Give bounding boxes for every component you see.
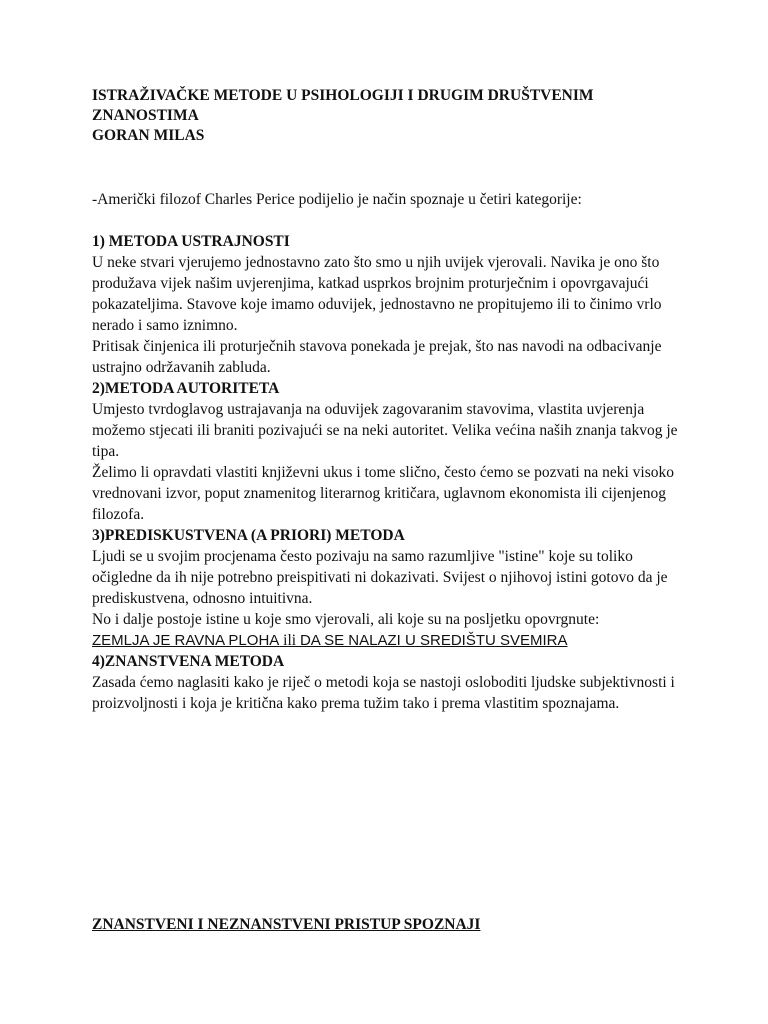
footer-heading: ZNANSTVENI I NEZNANSTVENI PRISTUP SPOZNAJI (92, 916, 481, 933)
underlined-part-2: ili (279, 632, 300, 649)
underlined-part-1: ZEMLJA JE RAVNA PLOHA (92, 632, 280, 649)
document-title-line-2: ZNANOSTIMA (92, 107, 199, 124)
section-heading-3: 3)PREDISKUSTVENA (A PRIORI) METODA (92, 527, 405, 544)
section-heading-4: 4)ZNANSTVENA METODA (92, 653, 285, 670)
section-3-paragraph-1: Ljudi se u svojim procjenama često pozivaju na samo razumljive "istine" koje su toliko očigledne da ih nije potrebno preispitivati ni dokazivati. Svijest o njihovoj istini gotovo da je prediskustvena, odnosno intuitivna. (92, 548, 668, 607)
document-author: GORAN MILAS (92, 127, 205, 144)
section-3-underlined-example (92, 630, 692, 651)
section-1-paragraph-2: Pritisak činjenica ili proturječnih stavova ponekada je prejak, što nas navodi na odbacivanje ustrajno održavanih zabluda. (92, 338, 662, 376)
section-2-paragraph-2: Želimo li opravdati vlastiti književni ukus i tome slično, često ćemo se pozvati na neki visoko vrednovani izvor, poput znamenitog literarnog kritičara, uglavnom ekonomista ili cijenjenog filozofa. (92, 464, 674, 523)
section-3-paragraph-2: No i dalje postoje istine u koje smo vjerovali, ali koje su na posljetku opovrgnute: (92, 611, 600, 628)
document-title-line-1: ISTRAŽIVAČKE METODE U PSIHOLOGIJI I DRUGIM DRUŠTVENIM (92, 87, 594, 104)
intro-paragraph: -Američki filozof Charles Perice podijelio je način spoznaje u četiri kategorije: (92, 191, 582, 208)
section-heading-2: 2)METODA AUTORITETA (92, 380, 280, 397)
section-1-paragraph-1: U neke stvari vjerujemo jednostavno zato što smo u njih uvijek vjerovali. Navika je ono što produžava vijek našim uvjerenjima, katkad usprkos brojnim proturječnim i opovrgavajući pokazateljima. Stavove koje imamo oduvijek, jednostavno ne propitujemo ili to činimo vrlo nerado i samo iznimno. (92, 254, 662, 334)
section-2-paragraph-1: Umjesto tvrdoglavog ustrajavanja na oduvijek zagovaranim stavovima, vlastita uvjerenja možemo stjecati ili braniti pozivajući se na neki autoritet. Velika većina naših znanja takvog je tipa. (92, 401, 678, 460)
section-heading-1: 1) METODA USTRAJNOSTI (92, 233, 290, 250)
document-title-block (92, 86, 712, 146)
section-4-paragraph-1: Zasada ćemo naglasiti kako je riječ o metodi koja se nastoji osloboditi ljudske subjektivnosti i proizvoljnosti i koja je kritična kako prema tužim tako i prema vlastitim spoznajama. (92, 674, 675, 712)
underlined-part-3: DA SE NALAZI U SREDIŠTU SVEMIRA (299, 632, 568, 649)
sections-container (92, 231, 692, 714)
